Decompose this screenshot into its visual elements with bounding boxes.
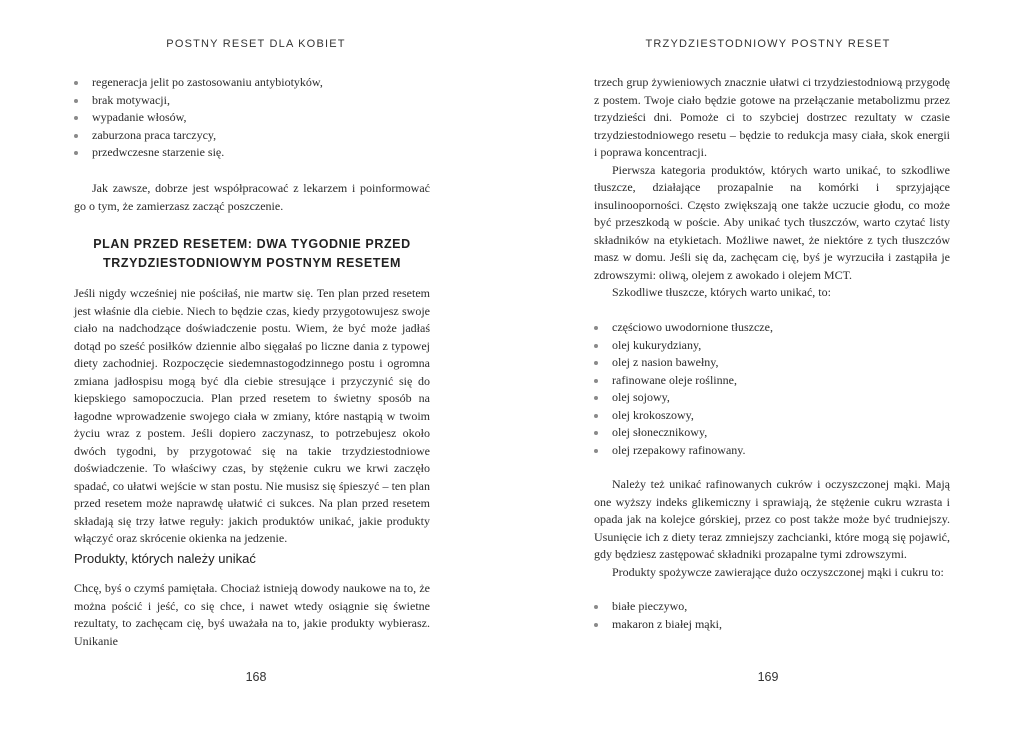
list-item: olej sojowy,	[594, 389, 950, 407]
list-item: zaburzona praca tarczycy,	[74, 127, 430, 145]
right-page	[512, 0, 1024, 729]
paragraph-4: Należy też unikać rafinowanych cukrów i oczyszczonej mąki. Mają one wyższy indeks glikemiczny i sprawiają, że stężenie cukru wzrasta i opada jak na kolejce górskiej, przez co post także może być trudniejszy. Usunięcie ich z diety teraz zmniejszy zachcianki, które mogą się pojawić, gdy będziesz zastępować składniki prozapalne tymi zdrowszymi.	[594, 477, 950, 561]
list-item: regeneracja jelit po zastosowaniu antybiotyków,	[74, 74, 430, 92]
list-item: wypadanie włosów,	[74, 109, 430, 127]
top-bullet-list	[74, 74, 430, 162]
intro-paragraph-block	[74, 180, 430, 215]
page-number-right: 169	[757, 670, 779, 684]
list-item: białe pieczywo,	[594, 598, 950, 616]
list-item: olej z nasion bawełny,	[594, 354, 950, 372]
plan-paragraph-block	[74, 285, 430, 548]
subheading-avoid: Produkty, których należy unikać	[74, 551, 256, 566]
flour-bullet-list	[594, 598, 950, 633]
paragraph-3: Szkodliwe tłuszcze, których warto unikać, to:	[612, 285, 831, 299]
list-item: makaron z białej mąki,	[594, 616, 950, 634]
section-heading-line1: PLAN PRZED RESETEM: DWA TYGODNIE PRZED	[93, 237, 411, 251]
sugar-paragraph-block	[594, 476, 950, 581]
running-head-left: POSTNY RESET DLA KOBIET	[166, 38, 346, 50]
list-item: częściowo uwodornione tłuszcze,	[594, 319, 950, 337]
list-item: przedwczesne starzenie się.	[74, 144, 430, 162]
page-number-left: 168	[245, 670, 267, 684]
list-item: rafinowane oleje roślinne,	[594, 372, 950, 390]
list-item: olej krokoszowy,	[594, 407, 950, 425]
avoid-paragraph: Chcę, byś o czymś pamiętała. Chociaż istnieją dowody naukowe na to, że można pościć i jeść, co się chce, i nawet wtedy osiągnie się świetne rezultaty, to zachęcam cię, byś uważała na to, jakie produkty wybierasz. Unikanie	[74, 581, 430, 648]
running-head-right: TRZYDZIESTODNIOWY POSTNY RESET	[645, 38, 891, 50]
right-text-block	[594, 74, 950, 302]
list-item: olej rzepakowy rafinowany.	[594, 442, 950, 460]
fat-bullet-list	[594, 319, 950, 459]
paragraph-1: trzech grup żywieniowych znacznie ułatwi ci trzydziestodniową przygodę z postem. Twoje ciało będzie gotowe na przełączanie metabolizmu przez trzydzieści dni. Pomoże ci to szybciej dostrzec rezultaty w czasie trzydziestodniowego resetu – będzie to redukcja masy ciała, skok energii i poprawa koncentracji.	[594, 75, 950, 159]
list-item: brak motywacji,	[74, 92, 430, 110]
section-heading	[74, 235, 430, 273]
paragraph-5: Produkty spożywcze zawierające dużo oczyszczonej mąki i cukru to:	[612, 564, 944, 579]
intro-paragraph: Jak zawsze, dobrze jest współpracować z lekarzem i poinformować go o tym, że zamierzasz zacząć poszczenie.	[74, 181, 430, 213]
avoid-paragraph-block	[74, 580, 430, 650]
section-heading-line2: TRZYDZIESTODNIOWYM POSTNYM RESETEM	[103, 256, 401, 270]
list-item: olej słonecznikowy,	[594, 424, 950, 442]
plan-paragraph: Jeśli nigdy wcześniej nie pościłaś, nie martw się. Ten plan przed resetem jest właśnie dla ciebie. Niech to będzie czas, kiedy przygotowujesz swoje ciało na nadchodzące doświadczenie postu. Wiem, że być może jadłaś dotąd po sześć posiłków dziennie albo sięgałaś po liczne dania z typowej diety zachodniej. Rozpoczęcie siedemnastogodzinnego postu i ogromna zmiana jadłospisu mogą być dla ciebie stresujące i przyczynić się do kiepskiego samopoczucia. Plan przed resetem to świetny sposób na łagodne wprowadzenie swojego ciała w zmiany, które nastąpią w twoim życiu wraz z postem. Jeśli dopiero zaczynasz, to potrzebujesz około dwóch tygodni, by przygotować się na takie trzydziestodniowe doświadczenie. To właściwy czas, by stężenie cukru we krwi zaczęło spadać, co ułatwi wejście w stan postu. Nie musisz się śpieszyć – ten plan przed resetem może naprawdę ułatwić ci sukces. Na plan przed resetem składają się trzy łatwe reguły: jakich produktów unikać, jakie produkty włączyć oraz skrócenie okienka na jedzenie.	[74, 286, 430, 545]
list-item: olej kukurydziany,	[594, 337, 950, 355]
paragraph-2: Pierwsza kategoria produktów, których warto unikać, to szkodliwe tłuszcze, działające prozapalnie na komórki i sprzyjające insulinooporności. Często zwiększają one także uczucie głodu, co może być przeszkodą w poście. Aby unikać tych tłuszczów, warto czytać listy składników na etykietach. Możliwe nawet, że niektóre z tych tłuszczów masz w domu. Jeśli się da, zachęcam cię, byś je wyrzuciła i zastąpiła je zdrowszymi: oliwą, olejem z awokado i olejem MCT.	[594, 162, 950, 282]
